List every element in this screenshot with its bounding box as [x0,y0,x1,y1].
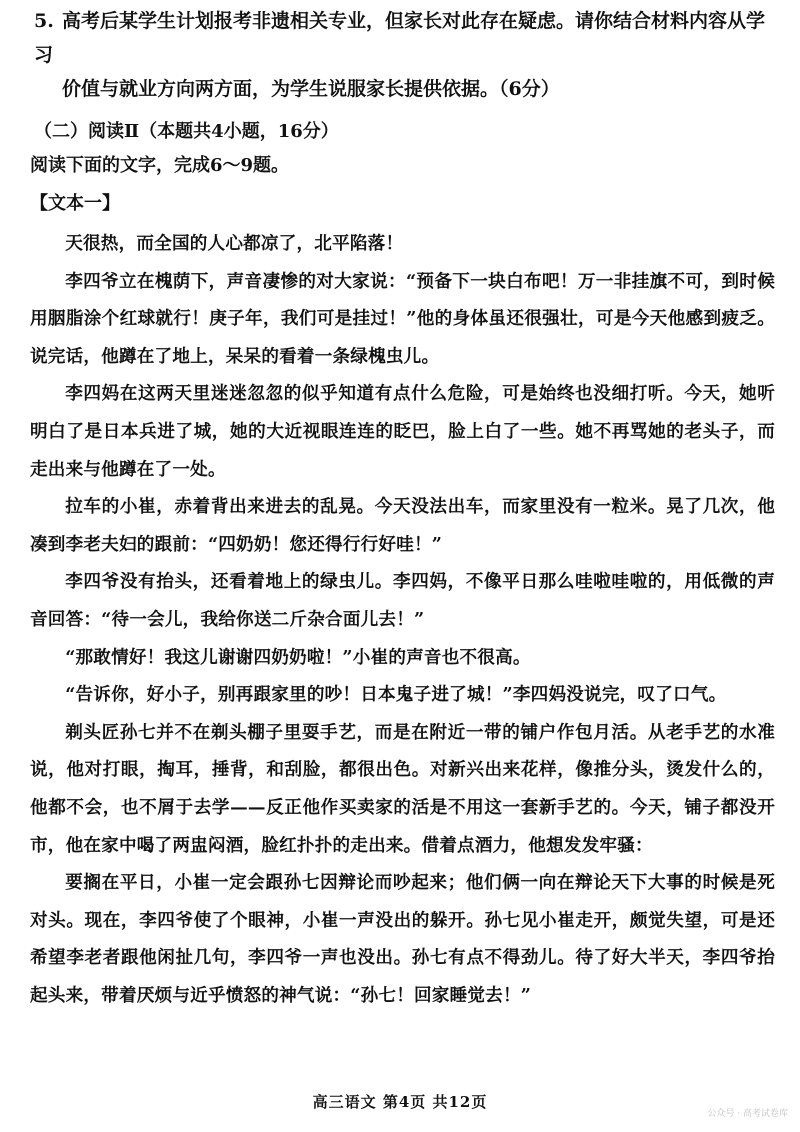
question-5-line-1 [34,4,774,72]
paragraph: 李四爷没有抬头，还看着地上的绿虫儿。李四妈，不像平日那么哇啦哇啦的，用低微的声音回答：“待一会儿，我给你送二斤杂合面儿去！” [30,571,775,630]
paragraph: 拉车的小崔，赤着背出来进去的乱晃。今天没法出车，而家里没有一粒米。晃了几次，他凑到李老夫妇的跟前：“四奶奶！您还得行行好哇！” [30,496,775,555]
section-title: （二）阅读Ⅱ（本题共4小题，16分） [34,121,339,142]
page-footer: 高三语文 第4页 共12页 [312,1093,488,1111]
paragraph: 李四爷立在槐荫下，声音凄惨的对大家说：“预备下一块白布吧！万一非挂旗不可，到时候用胭脂涂个红球就行！庚子年，我们可是挂过！”他的身体虽还很强壮，可是今天他感到疲乏。说完话，他蹲在了地上，呆呆的看着一条绿槐虫儿。 [30,270,775,367]
text-one-label: 【文本一】 [30,193,120,214]
paragraph: 要搁在平日，小崔一定会跟孙七因辩论而吵起来；他们俩一向在辩论天下大事的时候是死对头。现在，李四爷使了个眼神，小崔一声没出的躲开。孙七见小崔走开，颇觉失望，可是还希望李老者跟他闲扯几句，李四爷一声也没出。孙七有点不得劲儿。待了好大半天，李四爷抬起头来，带着厌烦与近乎愤怒的神气说：“孙七！回家睡觉去！” [30,872,775,1006]
paragraph: “那敢情好！我这儿谢谢四奶奶啦！”小崔的声音也不很高。 [65,646,531,668]
paragraph: “告诉你，好小子，别再跟家里的吵！日本鬼子进了城！”李四妈没说完，叹了口气。 [65,684,727,706]
question-text-line-2: 价值与就业方向两方面，为学生说服家长提供依据。（6分） [62,78,560,100]
reading-instruction: 阅读下面的文字，完成6～9题。 [30,155,290,176]
question-text-line-1: 高考后某学生计划报考非遗相关专业，但家长对此存在疑虑。请你结合材料内容从学习 [34,10,766,66]
passage-body [30,225,775,1014]
paragraph: 天很热，而全国的人心都凉了，北平陷落！ [65,233,404,254]
paragraph: 剃头匠孙七并不在剃头棚子里耍手艺，而是在附近一带的铺户作包月活。从老手艺的水准说，他对打眼，掏耳，捶背，和刮脸，都很出色。对新兴出来花样，像推分头，烫发什么的，他都不会，也不屑于去学——反正他作买卖家的活是不用这一套新手艺的。今天，铺子都没开市，他在家中喝了两盅闷酒，脸红扑扑的走出来。借着点酒力，他想发发牢骚： [30,721,775,856]
question-5 [34,4,774,106]
question-number: 5. [34,10,54,32]
watermark: 公众号 · 高考试卷库 [707,1109,788,1119]
paragraph: 李四妈在这两天里迷迷忽忽的似乎知道有点什么危险，可是始终也没细打听。今天，她听明白了是日本兵进了城，她的大近视眼连连的眨巴，脸上白了一些。她不再骂她的老头子，而走出来与他蹲在了一处。 [30,383,775,480]
